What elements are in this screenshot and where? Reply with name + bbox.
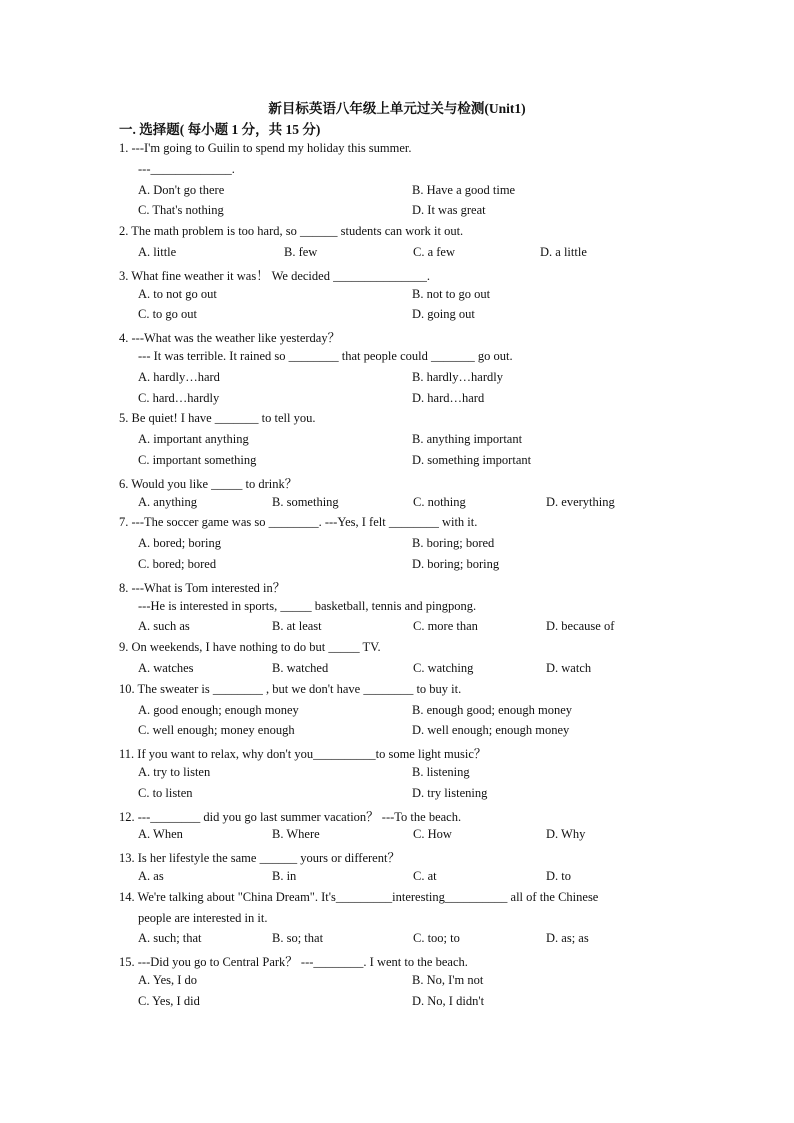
question-12-option-b: B. Where	[272, 827, 320, 841]
question-1-stem-reply: ---_____________.	[138, 162, 235, 176]
question-7-option-a: A. bored; boring	[138, 536, 221, 550]
question-14-option-b: B. so; that	[272, 931, 324, 945]
question-7-option-b: B. boring; bored	[412, 536, 495, 550]
question-13-stem: 13. Is her lifestyle the same ______ yours or different？	[119, 851, 400, 865]
section-heading: 一. 选择题( 每小题 1 分，共 15 分)	[119, 122, 321, 137]
question-1-stem: 1. ---I'm going to Guilin to spend my holiday this summer.	[119, 141, 412, 155]
question-8-option-a: A. such as	[138, 619, 190, 633]
question-9-option-d: D. watch	[546, 661, 592, 675]
question-2-stem: 2. The math problem is too hard, so ______ students can work it out.	[119, 224, 464, 238]
question-12-option-a: A. When	[138, 827, 183, 841]
question-8-stem: 8. ---What is Tom interested in？	[119, 581, 286, 595]
question-14-option-c: C. too; to	[413, 931, 460, 945]
question-13-option-a: A. as	[138, 869, 164, 883]
question-8-stem-reply: ---He is interested in sports, _____ basketball, tennis and pingpong.	[138, 599, 477, 613]
question-6-option-a: A. anything	[138, 495, 198, 509]
question-12-option-d: D. Why	[546, 827, 586, 841]
question-8-option-c: C. more than	[413, 619, 478, 633]
question-2-option-d: D. a little	[540, 245, 587, 259]
question-11-option-a: A. try to listen	[138, 765, 211, 779]
question-10-option-b: B. enough good; enough money	[412, 703, 573, 717]
question-3-option-c: C. to go out	[138, 307, 198, 321]
question-2-option-c: C. a few	[413, 245, 455, 259]
question-8-option-b: B. at least	[272, 619, 322, 633]
question-14-stem: 14. We're talking about "China Dream". It's_________interesting__________ all of the Chinese	[119, 890, 599, 904]
question-10-option-d: D. well enough; enough money	[412, 723, 570, 737]
question-14-option-d: D. as; as	[546, 931, 589, 945]
question-9-option-c: C. watching	[413, 661, 474, 675]
question-6-option-c: C. nothing	[413, 495, 466, 509]
question-2-option-a: A. little	[138, 245, 177, 259]
question-13-option-d: D. to	[546, 869, 571, 883]
question-7-stem: 7. ---The soccer game was so ________. ---Yes, I felt ________ with it.	[119, 515, 478, 529]
question-5-option-b: B. anything important	[412, 432, 523, 446]
question-7-option-c: C. bored; bored	[138, 557, 217, 571]
question-13-option-c: C. at	[413, 869, 437, 883]
question-4-stem-reply: --- It was terrible. It rained so ________ that people could _______ go out.	[138, 349, 513, 363]
question-15-option-a: A. Yes, I do	[138, 973, 198, 987]
question-15-option-b: B. No, I'm not	[412, 973, 484, 987]
question-1-option-b: B. Have a good time	[412, 183, 516, 197]
question-3-option-b: B. not to go out	[412, 287, 491, 301]
question-5-option-c: C. important something	[138, 453, 257, 467]
question-15-option-d: D. No, I didn't	[412, 994, 485, 1008]
question-9-option-a: A. watches	[138, 661, 194, 675]
question-4-option-d: D. hard…hard	[412, 391, 485, 405]
question-4-option-c: C. hard…hardly	[138, 391, 220, 405]
question-4-stem: 4. ---What was the weather like yesterday？	[119, 331, 341, 345]
question-9-option-b: B. watched	[272, 661, 329, 675]
question-5-option-a: A. important anything	[138, 432, 249, 446]
question-8-option-d: D. because of	[546, 619, 615, 633]
question-6-option-b: B. something	[272, 495, 339, 509]
question-11-option-d: D. try listening	[412, 786, 488, 800]
question-11-option-b: B. listening	[412, 765, 470, 779]
question-4-option-b: B. hardly…hardly	[412, 370, 503, 384]
question-3-stem: 3. What fine weather it was！ We decided _______________.	[119, 269, 430, 283]
question-5-option-d: D. something important	[412, 453, 532, 467]
question-11-option-c: C. to listen	[138, 786, 193, 800]
question-13-option-b: B. in	[272, 869, 297, 883]
question-7-option-d: D. boring; boring	[412, 557, 500, 571]
question-9-stem: 9. On weekends, I have nothing to do but _____ TV.	[119, 640, 381, 654]
question-5-stem: 5. Be quiet! I have _______ to tell you.	[119, 411, 316, 425]
question-3-option-d: D. going out	[412, 307, 475, 321]
question-2-option-b: B. few	[284, 245, 318, 259]
question-11-stem: 11. If you want to relax, why don't you__________to some light music？	[119, 747, 487, 761]
question-6-stem: 6. Would you like _____ to drink？	[119, 477, 298, 491]
question-10-stem: 10. The sweater is ________ , but we don't have ________ to buy it.	[119, 682, 462, 696]
question-12-stem: 12. ---________ did you go last summer vacation？ ---To the beach.	[119, 810, 462, 824]
question-1-option-a: A. Don't go there	[138, 183, 225, 197]
question-4-option-a: A. hardly…hard	[138, 370, 220, 384]
question-15-stem: 15. ---Did you go to Central Park？ ---________. I went to the beach.	[119, 955, 468, 969]
question-10-option-a: A. good enough; enough money	[138, 703, 299, 717]
question-15-option-c: C. Yes, I did	[138, 994, 200, 1008]
question-14-stem-continued: people are interested in it.	[138, 911, 268, 925]
question-1-option-c: C. That's nothing	[138, 203, 224, 217]
question-6-option-d: D. everything	[546, 495, 615, 509]
question-14-option-a: A. such; that	[138, 931, 202, 945]
question-10-option-c: C. well enough; money enough	[138, 723, 295, 737]
page-title: 新目标英语八年级上单元过关与检测(Unit1)	[268, 101, 526, 116]
question-1-option-d: D. It was great	[412, 203, 486, 217]
question-3-option-a: A. to not go out	[138, 287, 217, 301]
question-12-option-c: C. How	[413, 827, 452, 841]
